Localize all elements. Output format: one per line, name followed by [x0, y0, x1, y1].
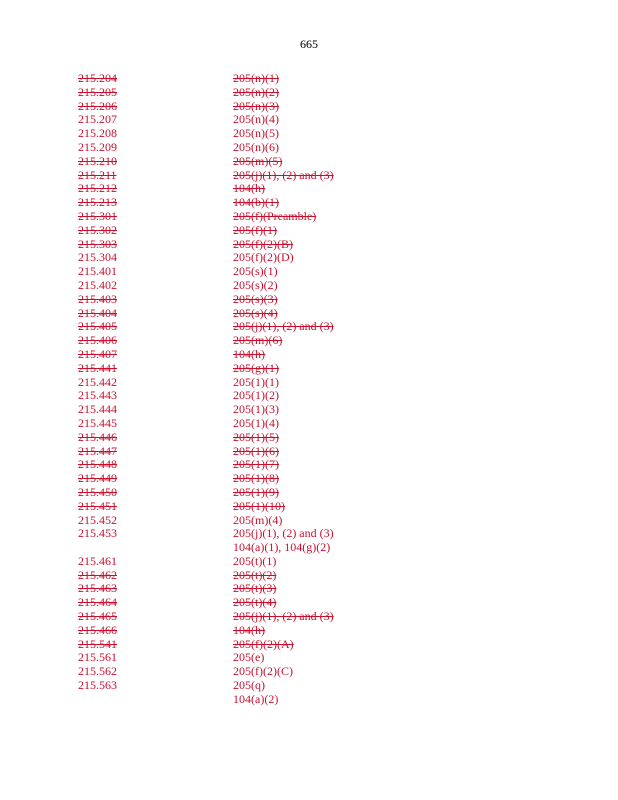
- reference-text: 104(h): [233, 181, 265, 196]
- reference-text: 205(n)(3): [233, 98, 279, 113]
- table-row: [78, 417, 418, 431]
- reference-cell: [233, 403, 418, 417]
- table-row: [78, 486, 418, 500]
- table-row: [78, 141, 418, 155]
- table-row: [78, 624, 418, 638]
- page-number: 665: [300, 37, 318, 51]
- reference-cell: [233, 486, 418, 500]
- section-number: 215.301: [78, 208, 117, 223]
- section-number: 215.407: [78, 346, 117, 361]
- reference-cell: [233, 293, 418, 307]
- table-row: [78, 251, 418, 265]
- section-number: 215.402: [78, 277, 117, 292]
- section-number: 215.463: [78, 581, 117, 596]
- section-number: 215.303: [78, 236, 117, 251]
- reference-cell: [233, 472, 418, 486]
- reference-text: 205(q): [233, 678, 265, 693]
- table-row: [78, 679, 418, 707]
- table-row: [78, 320, 418, 334]
- section-number: 215.441: [78, 360, 117, 375]
- table-row: [78, 514, 418, 528]
- reference-text: 205(s)(3): [233, 291, 278, 306]
- reference-text: 205(f)(2)(A): [233, 636, 294, 651]
- table-row: [78, 610, 418, 624]
- reference-text: 205(t)(4): [233, 595, 277, 610]
- reference-text: 205(n)(1): [233, 71, 279, 85]
- reference-text: 205(f)(2)(D): [233, 250, 294, 265]
- table-row: [78, 376, 418, 390]
- section-number: 215.462: [78, 567, 117, 582]
- section-number: 215.450: [78, 484, 117, 499]
- reference-text: 205(n)(4): [233, 112, 279, 127]
- section-number: 215.209: [78, 139, 117, 154]
- table-row: [78, 155, 418, 169]
- table-row: [78, 348, 418, 362]
- reference-cell: [233, 72, 418, 86]
- section-number: 215.213: [78, 195, 117, 210]
- reference-text: 205(1)(10): [233, 498, 285, 513]
- table-row: [78, 638, 418, 652]
- table-row: [78, 293, 418, 307]
- reference-cell: [233, 555, 418, 569]
- section-number: 215.404: [78, 305, 117, 320]
- reference-cell: [233, 514, 418, 528]
- section-number: 215.442: [78, 374, 117, 389]
- reference-text: 205(1)(6): [233, 443, 279, 458]
- reference-cell: [233, 265, 418, 279]
- reference-text: 205(1)(5): [233, 429, 279, 444]
- section-number: 215.541: [78, 636, 117, 651]
- reference-text: 205(t)(3): [233, 581, 277, 596]
- table-row: [78, 100, 418, 114]
- reference-cell: [233, 362, 418, 376]
- reference-cell: [233, 445, 418, 459]
- table-row: [78, 651, 418, 665]
- section-number: 215.446: [78, 429, 117, 444]
- section-number: 215.405: [78, 319, 117, 334]
- reference-cell: [233, 182, 418, 196]
- reference-cell: [233, 141, 418, 155]
- reference-cell: [233, 582, 418, 596]
- cross-reference-table: [78, 72, 418, 707]
- reference-text: 205(m)(6): [233, 333, 283, 348]
- section-number: 215.206: [78, 98, 117, 113]
- reference-text: 205(t)(2): [233, 567, 277, 582]
- section-number: 215.304: [78, 250, 117, 265]
- table-row: [78, 362, 418, 376]
- section-number: 215.443: [78, 388, 117, 403]
- reference-text: 205(1)(2): [233, 388, 279, 403]
- section-number: 215.204: [78, 71, 117, 85]
- reference-cell: [233, 527, 418, 555]
- section-number: 215.465: [78, 609, 117, 624]
- reference-text: 205(f)(1): [233, 222, 277, 237]
- table-row: [78, 582, 418, 596]
- table-row: [78, 210, 418, 224]
- section-number: 215.211: [78, 167, 117, 182]
- reference-cell: [233, 596, 418, 610]
- reference-cell: [233, 417, 418, 431]
- reference-cell: [233, 251, 418, 265]
- reference-cell: [233, 665, 418, 679]
- reference-text: 104(h): [233, 622, 265, 637]
- reference-cell: [233, 431, 418, 445]
- reference-cell: [233, 224, 418, 238]
- reference-text: 205(1)(8): [233, 471, 279, 486]
- reference-text: 104(b)(1): [233, 195, 279, 210]
- reference-text: 205(s)(4): [233, 305, 278, 320]
- section-number: 215.447: [78, 443, 117, 458]
- table-row: [78, 596, 418, 610]
- section-number: 215.466: [78, 622, 117, 637]
- reference-cell: [233, 458, 418, 472]
- section-number: 215.403: [78, 291, 117, 306]
- table-row: [78, 569, 418, 583]
- section-number: 215.561: [78, 650, 117, 665]
- table-row: [78, 169, 418, 183]
- reference-cell: [233, 100, 418, 114]
- section-number: 215.563: [78, 678, 117, 693]
- table-row: [78, 389, 418, 403]
- table-row: [78, 279, 418, 293]
- table-row: [78, 196, 418, 210]
- table-row: [78, 500, 418, 514]
- reference-text: 205(1)(4): [233, 415, 279, 430]
- reference-text: 205(e): [233, 650, 265, 665]
- reference-cell: [233, 624, 418, 638]
- section-number: 215.406: [78, 333, 117, 348]
- reference-cell: [233, 113, 418, 127]
- reference-text: 205(1)(9): [233, 484, 279, 499]
- table-row: [78, 238, 418, 252]
- reference-cell: [233, 376, 418, 390]
- reference-text: 205(t)(1): [233, 553, 277, 568]
- section-number: 215.302: [78, 222, 117, 237]
- table-row: [78, 224, 418, 238]
- section-number: 215.449: [78, 471, 117, 486]
- table-row: [78, 307, 418, 321]
- reference-text: 205(1)(3): [233, 402, 279, 417]
- table-row: [78, 445, 418, 459]
- reference-text: 205(j)(1), (2) and (3): [233, 319, 334, 334]
- reference-text: 205(m)(4): [233, 512, 283, 527]
- table-row: [78, 72, 418, 86]
- reference-cell: [233, 651, 418, 665]
- table-row: [78, 665, 418, 679]
- section-number: 215.453: [78, 526, 117, 541]
- table-row: [78, 182, 418, 196]
- section-number: 215.445: [78, 415, 117, 430]
- reference-cell: [233, 389, 418, 403]
- reference-text: 205(n)(2): [233, 84, 279, 99]
- table-row: [78, 334, 418, 348]
- reference-text: 205(n)(6): [233, 139, 279, 154]
- section-number: 215.451: [78, 498, 117, 513]
- table-row: [78, 527, 418, 555]
- section-number: 215.401: [78, 264, 117, 279]
- section-number: 215.448: [78, 457, 117, 472]
- section-number: 215.212: [78, 181, 117, 196]
- section-number: 215.205: [78, 84, 117, 99]
- reference-cell: [233, 638, 418, 652]
- reference-text: 205(f)(Preamble): [233, 208, 317, 223]
- reference-cell: [233, 155, 418, 169]
- reference-cell: [233, 86, 418, 100]
- section-number: 215.562: [78, 664, 117, 679]
- reference-text: 205(f)(2)(B): [233, 236, 293, 251]
- reference-cell: [233, 127, 418, 141]
- reference-text: 205(m)(5): [233, 153, 283, 168]
- table-row: [78, 113, 418, 127]
- reference-cell: [233, 334, 418, 348]
- table-row: [78, 431, 418, 445]
- table-row: [78, 555, 418, 569]
- table-row: [78, 458, 418, 472]
- reference-text: 205(g)(1): [233, 360, 279, 375]
- reference-cell: [233, 569, 418, 583]
- section-number: 215.210: [78, 153, 117, 168]
- section-number: 215.444: [78, 402, 117, 417]
- section-number: 215.452: [78, 512, 117, 527]
- reference-cell: [233, 169, 418, 183]
- reference-cell: [233, 196, 418, 210]
- reference-text: 205(1)(1): [233, 374, 279, 389]
- reference-cell: [233, 320, 418, 334]
- table-row: [78, 127, 418, 141]
- section-number: 215.461: [78, 553, 117, 568]
- reference-cell: [233, 307, 418, 321]
- reference-cell: [233, 210, 418, 224]
- reference-cell: [233, 279, 418, 293]
- reference-cell: [233, 500, 418, 514]
- reference-text: 205(f)(2)(C): [233, 664, 293, 679]
- reference-cell: [233, 679, 418, 707]
- reference-text: 205(j)(1), (2) and (3): [233, 609, 334, 624]
- reference-text: 205(s)(1): [233, 264, 278, 279]
- reference-text: 104(h): [233, 346, 265, 361]
- table-row: [78, 472, 418, 486]
- section-number: 215.208: [78, 126, 117, 141]
- table-row: [78, 265, 418, 279]
- reference-text: 205(n)(5): [233, 126, 279, 141]
- reference-text: 205(1)(7): [233, 457, 279, 472]
- table-row: [78, 403, 418, 417]
- reference-text: 104(a)(2): [233, 691, 279, 706]
- reference-text: 205(j)(1), (2) and (3): [233, 167, 334, 182]
- reference-cell: [233, 238, 418, 252]
- table-row: [78, 86, 418, 100]
- section-number: 215.464: [78, 595, 117, 610]
- reference-text: 205(j)(1), (2) and (3): [233, 526, 334, 541]
- reference-text: 104(a)(1), 104(g)(2): [233, 540, 331, 555]
- reference-text: 205(s)(2): [233, 277, 278, 292]
- section-number: 215.207: [78, 112, 117, 127]
- reference-cell: [233, 348, 418, 362]
- reference-cell: [233, 610, 418, 624]
